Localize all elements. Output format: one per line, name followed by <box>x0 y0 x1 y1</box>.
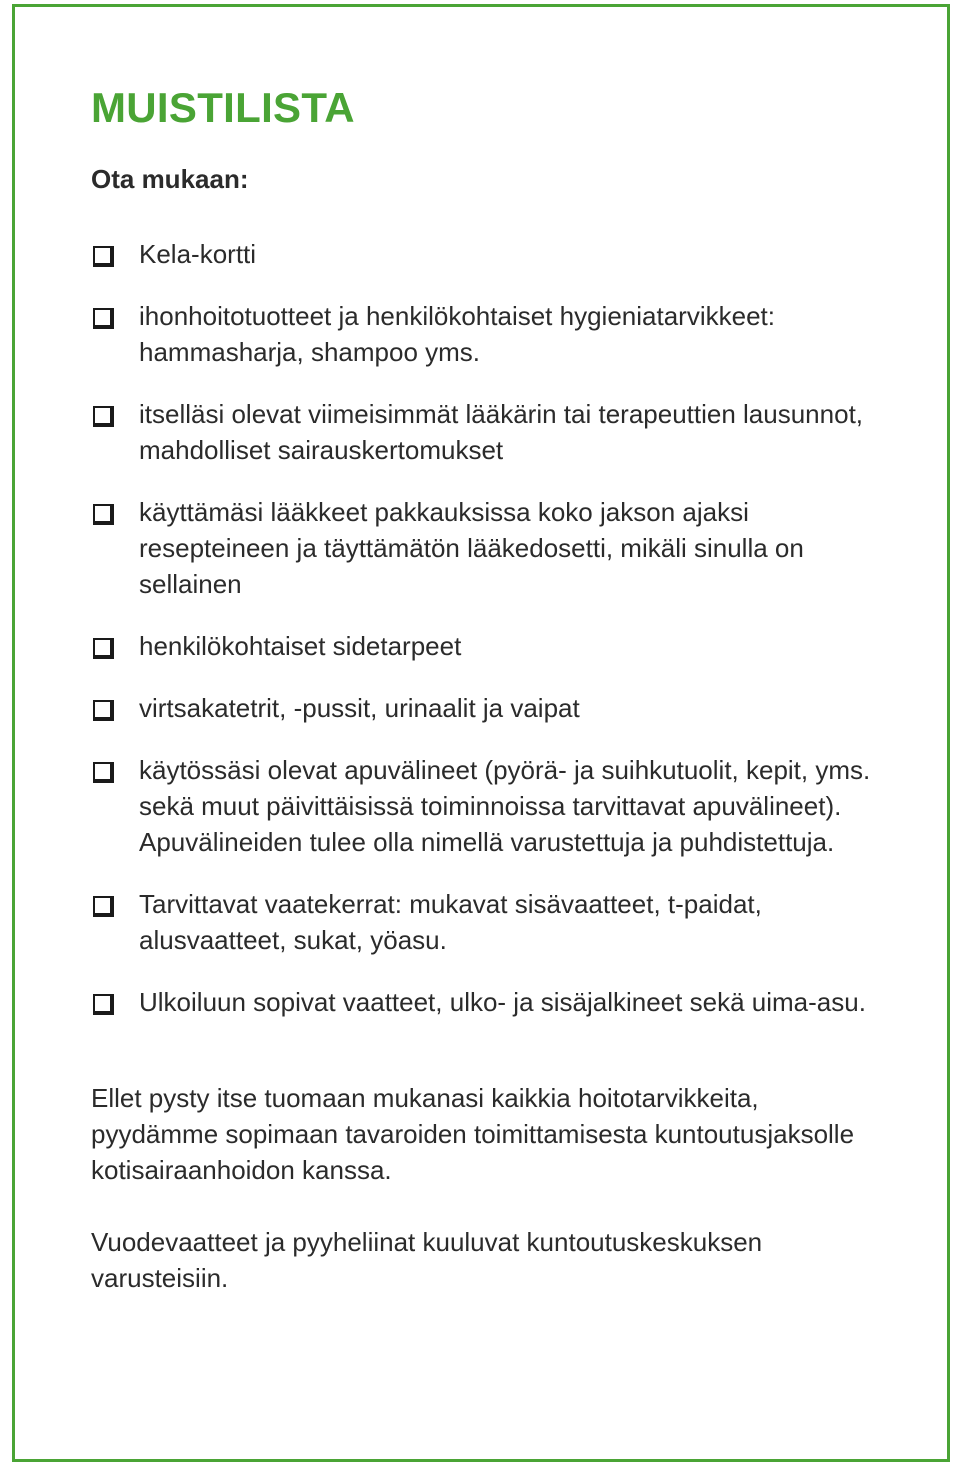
checklist-item <box>91 984 891 1020</box>
checklist-item-text: itselläsi olevat viimeisimmät lääkärin tai terapeuttien lausunnot, mahdolliset sairauskertomukset <box>139 399 864 465</box>
checklist-item <box>91 236 891 272</box>
checkbox-icon[interactable] <box>93 504 114 525</box>
bedding-note: Vuodevaatteet ja pyyheliinat kuuluvat kuntoutuskeskuksen varusteisiin. <box>91 1227 763 1293</box>
checklist-item-text: Tarvittavat vaatekerrat: mukavat sisävaatteet, t-paidat, alusvaatteet, sukat, yöasu. <box>139 889 762 955</box>
page-title: MUISTILISTA <box>91 84 355 131</box>
checklist-item <box>91 396 891 468</box>
checklist-item-text: Kela-kortti <box>139 239 257 269</box>
checklist-item <box>91 298 891 370</box>
checkbox-icon[interactable] <box>93 994 114 1015</box>
checklist <box>91 236 891 1020</box>
checklist-item-text: ihonhoitotuotteet ja henkilökohtaiset hygieniatarvikkeet: hammasharja, shampoo yms. <box>139 301 775 367</box>
checklist-item-text: henkilökohtaiset sidetarpeet <box>139 631 462 661</box>
checkbox-icon[interactable] <box>93 246 114 267</box>
checklist-item <box>91 690 891 726</box>
checklist-item <box>91 494 891 602</box>
delivery-note: Ellet pysty itse tuomaan mukanasi kaikkia hoitotarvikkeita, pyydämme sopimaan tavaroiden toimittamisesta kuntoutusjaksolle kotisairaanhoidon kanssa. <box>91 1083 855 1185</box>
checkbox-icon[interactable] <box>93 700 114 721</box>
checklist-card <box>91 80 891 1296</box>
checkbox-icon[interactable] <box>93 638 114 659</box>
checkbox-icon[interactable] <box>93 406 114 427</box>
checkbox-icon[interactable] <box>93 308 114 329</box>
checklist-item-text: Ulkoiluun sopivat vaatteet, ulko- ja sisäjalkineet sekä uima-asu. <box>139 987 866 1017</box>
checklist-item <box>91 752 891 860</box>
checklist-item <box>91 886 891 958</box>
checklist-item-text: käytössäsi olevat apuvälineet (pyörä- ja suihkutuolit, kepit, yms. sekä muut päivittäisissä toiminnoissa tarvittavat apuvälineet). Apuvälineiden tulee olla nimellä varustettuja ja puhdistettuja. <box>139 755 871 857</box>
checklist-item-text: virtsakatetrit, -pussit, urinaalit ja vaipat <box>139 693 580 723</box>
checkbox-icon[interactable] <box>93 762 114 783</box>
checklist-item-text: käyttämäsi lääkkeet pakkauksissa koko jakson ajaksi resepteineen ja täyttämätön lääkedosetti, mikäli sinulla on sellainen <box>139 497 804 599</box>
checklist-item <box>91 628 891 664</box>
checkbox-icon[interactable] <box>93 896 114 917</box>
checklist-heading: Ota mukaan: <box>91 164 249 194</box>
